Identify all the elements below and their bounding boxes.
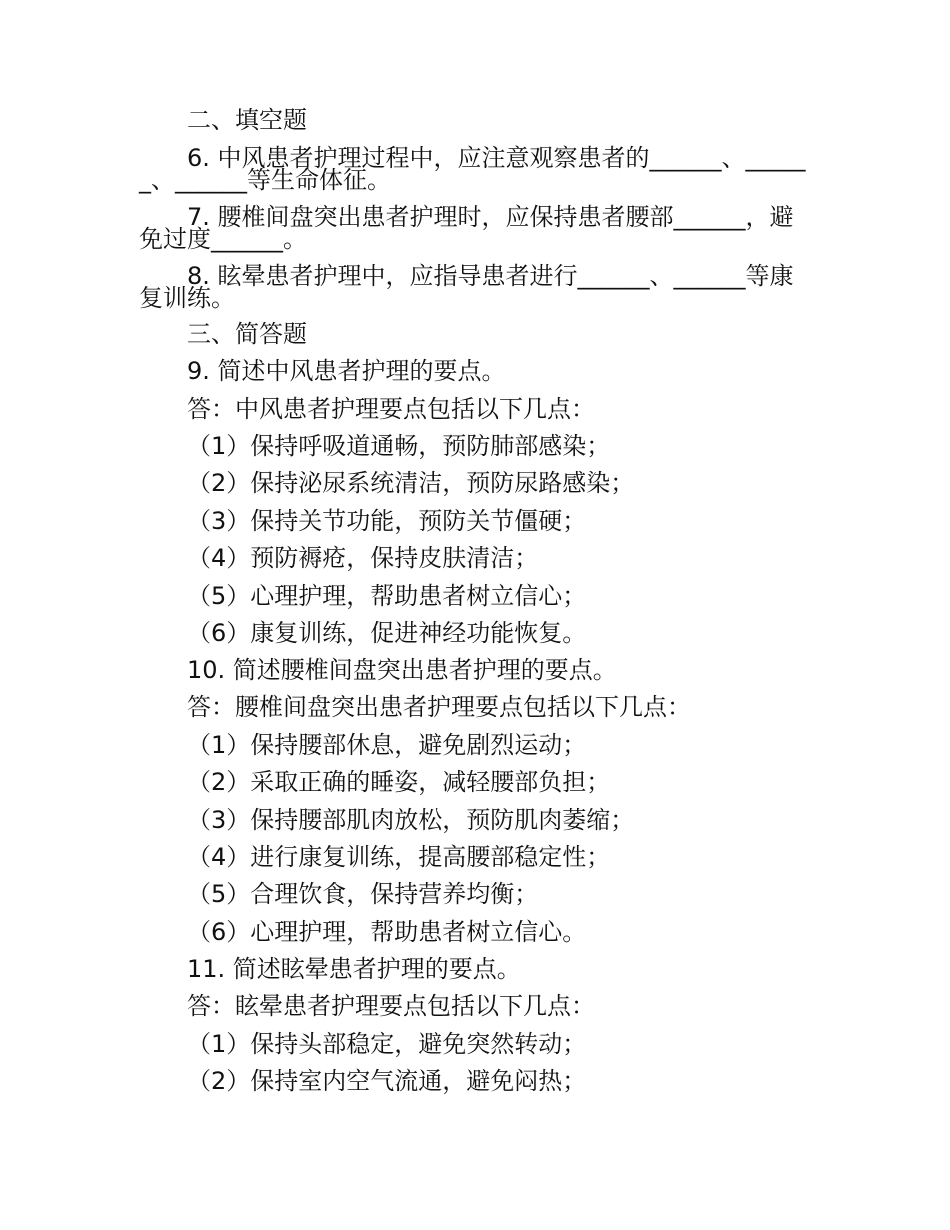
- answer-9-point: （5）心理护理，帮助患者树立信心；: [187, 582, 587, 610]
- answer-10-point: （3）保持腰部肌肉放松，预防肌肉萎缩；: [187, 806, 635, 834]
- question-8: 8. 眩晕患者护理中，应指导患者进行______、______等康复训练。: [139, 262, 794, 312]
- answer-10-intro: 答：腰椎间盘突出患者护理要点包括以下几点：: [187, 693, 691, 721]
- question-9: 9. 简述中风患者护理的要点。: [187, 357, 506, 385]
- answer-10-point: （1）保持腰部休息，避免剧烈运动；: [187, 731, 587, 759]
- section-heading-fill-in: 二、填空题: [187, 106, 307, 134]
- answer-11-intro: 答：眩晕患者护理要点包括以下几点：: [187, 992, 595, 1020]
- answer-9-intro: 答：中风患者护理要点包括以下几点：: [187, 395, 595, 423]
- answer-10-point: （4）进行康复训练，提高腰部稳定性；: [187, 843, 611, 871]
- answer-9-point: （6）康复训练，促进神经功能恢复。: [187, 619, 587, 647]
- question-6: 6. 中风患者护理过程中，应注意观察患者的______、______、______等生命体征。: [139, 144, 806, 194]
- answer-10-point: （5）合理饮食，保持营养均衡；: [187, 880, 539, 908]
- section-heading-short-answer: 三、简答题: [187, 320, 307, 348]
- answer-10-point: （6）心理护理，帮助患者树立信心。: [187, 918, 587, 946]
- question-7: 7. 腰椎间盘突出患者护理时，应保持患者腰部______，避免过度______。: [139, 203, 794, 253]
- answer-11-point: （1）保持头部稳定，避免突然转动；: [187, 1030, 587, 1058]
- answer-9-point: （4）预防褥疮，保持皮肤清洁；: [187, 544, 539, 572]
- question-11: 11. 简述眩晕患者护理的要点。: [187, 955, 521, 983]
- answer-9-point: （1）保持呼吸道通畅，预防肺部感染；: [187, 432, 611, 460]
- answer-9-point: （3）保持关节功能，预防关节僵硬；: [187, 507, 587, 535]
- answer-11-point: （2）保持室内空气流通，避免闷热；: [187, 1067, 587, 1095]
- answer-9-point: （2）保持泌尿系统清洁，预防尿路感染；: [187, 469, 635, 497]
- answer-10-point: （2）采取正确的睡姿，减轻腰部负担；: [187, 768, 611, 796]
- question-10: 10. 简述腰椎间盘突出患者护理的要点。: [187, 656, 617, 684]
